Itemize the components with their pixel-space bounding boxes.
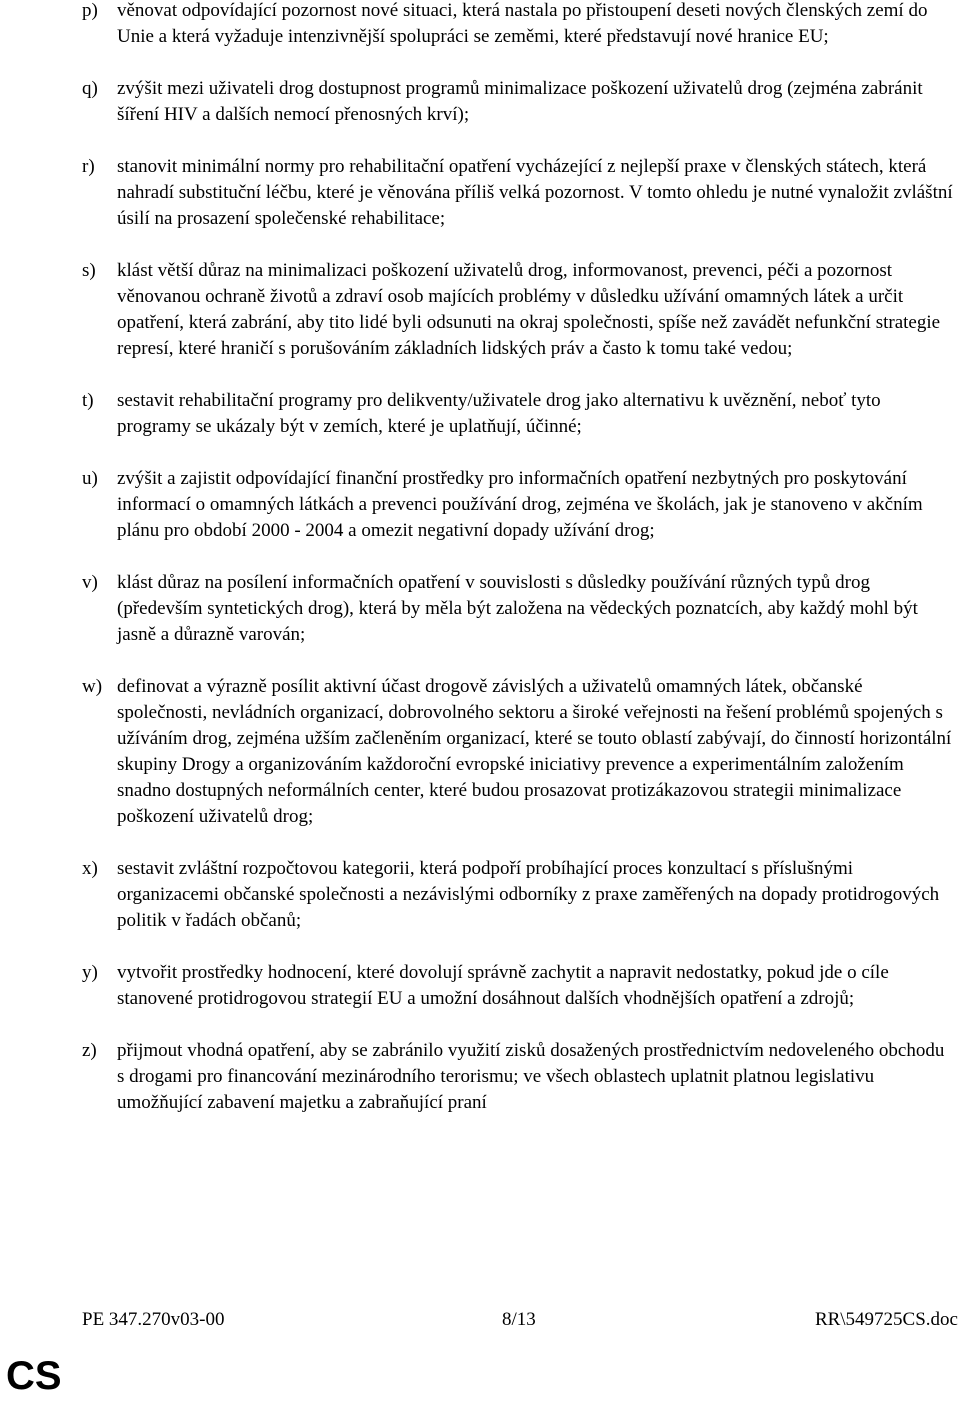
item-letter: t)	[82, 390, 94, 411]
list-item	[82, 466, 954, 544]
document-reference: PE 347.270v03-00	[82, 1309, 225, 1330]
list-item	[82, 674, 954, 830]
item-text: zvýšit mezi uživateli drog dostupnost programů minimalizace poškození uživatelů drog (zejména zabránit šíření HIV a dalších nemocí přenosných krví);	[117, 78, 923, 125]
language-code: CS	[6, 1354, 62, 1398]
list-item	[82, 960, 954, 1012]
item-letter: w)	[82, 676, 103, 697]
item-text: věnovat odpovídající pozornost nové situaci, která nastala po přistoupení deseti nových členských zemí do Unie a která vyžaduje intenzivnější spolupráci se zeměmi, které představují nové hranice EU;	[117, 0, 928, 47]
list-item	[82, 0, 954, 50]
page-footer	[82, 1305, 958, 1335]
item-letter: s)	[82, 260, 96, 281]
list-item	[82, 1038, 954, 1116]
recommendation-list	[82, 0, 954, 1142]
item-text: zvýšit a zajistit odpovídající finanční prostředky pro informačních opatření nezbytných pro poskytování informací o omamných látkách a prevenci používání drog, zejména ve školách, jak je stanoveno v akčním plánu pro období 2000 - 2004 a omezit negativní dopady užívání drog;	[117, 468, 923, 541]
item-letter: u)	[82, 468, 98, 489]
item-text: přijmout vhodná opatření, aby se zabránilo využití zisků dosažených prostřednictvím nedoveleného obchodu s drogami pro financování mezinárodního terorismu; ve všech oblastech uplatnit platnou legislativu umožňující zabavení majetku a zabraňující praní	[117, 1040, 945, 1113]
item-text: stanovit minimální normy pro rehabilitační opatření vycházející z nejlepší praxe v členských státech, která nahradí substituční léčbu, které je věnována příliš velká pozornost. V tomto ohledu je nutné vynaložit zvláštní úsilí na prosazení společenské rehabilitace;	[117, 156, 953, 229]
list-item	[82, 856, 954, 934]
list-item	[82, 570, 954, 648]
item-letter: p)	[82, 0, 98, 21]
list-item	[82, 258, 954, 362]
item-letter: x)	[82, 858, 98, 879]
item-letter: y)	[82, 962, 98, 983]
item-text: sestavit rehabilitační programy pro delikventy/uživatele drog jako alternativu k uvěznění, neboť tyto programy se ukázaly být v zemích, které je uplatňují, účinné;	[117, 390, 881, 437]
item-text: vytvořit prostředky hodnocení, které dovolují správně zachytit a napravit nedostatky, pokud jde o cíle stanovené protidrogovou strategií EU a umožní dosáhnout dalších vhodnějších opatření a zdrojů;	[117, 962, 889, 1009]
list-item	[82, 154, 954, 232]
item-letter: z)	[82, 1040, 97, 1061]
page-number: 8/13	[502, 1309, 536, 1330]
item-text: sestavit zvláštní rozpočtovou kategorii, která podpoří probíhající proces konzultací s příslušnými organizacemi občanské společnosti a nezávislými odborníky z praxe zaměřených na dopady protidrogových politik v řadách občanů;	[117, 858, 940, 931]
file-name: RR\549725CS.doc	[814, 1309, 958, 1330]
item-letter: r)	[82, 156, 95, 177]
list-item	[82, 76, 954, 128]
item-text: klást důraz na posílení informačních opatření v souvislosti s důsledky používání různých typů drog (především syntetických drog), která by měla být založena na vědeckých poznatcích, aby každý mohl být jasně a důrazně varován;	[117, 572, 918, 645]
item-letter: v)	[82, 572, 98, 593]
list-item	[82, 388, 954, 440]
item-text: definovat a výrazně posílit aktivní účast drogově závislých a uživatelů omamných látek, občanské společnosti, nevládních organizací, dobrovolného sektoru a široké veřejnosti na řešení problémů spojených s užíváním drog, zejména užším začleněním organizací, které se touto oblastí zabývají, do činností horizontální skupiny Drogy a organizováním každoroční evropské iniciativy prevence a experimentálním založením snadno dostupných neformálních center, které budou prosazovat protizákazovou strategii minimalizace poškození uživatelů drog;	[117, 676, 952, 827]
item-letter: q)	[82, 78, 98, 99]
item-text: klást větší důraz na minimalizaci poškození uživatelů drog, informovanost, prevenci, péči a pozornost věnovanou ochraně životů a zdraví osob majících problémy v důsledku užívání omamných látek a určit opatření, která zabrání, aby tito lidé byli odsunuti na okraj společnosti, spíše než zavádět nefunkční strategie represí, které hraničí s porušováním základních lidských práv a často k tomu také vedou;	[117, 260, 941, 359]
